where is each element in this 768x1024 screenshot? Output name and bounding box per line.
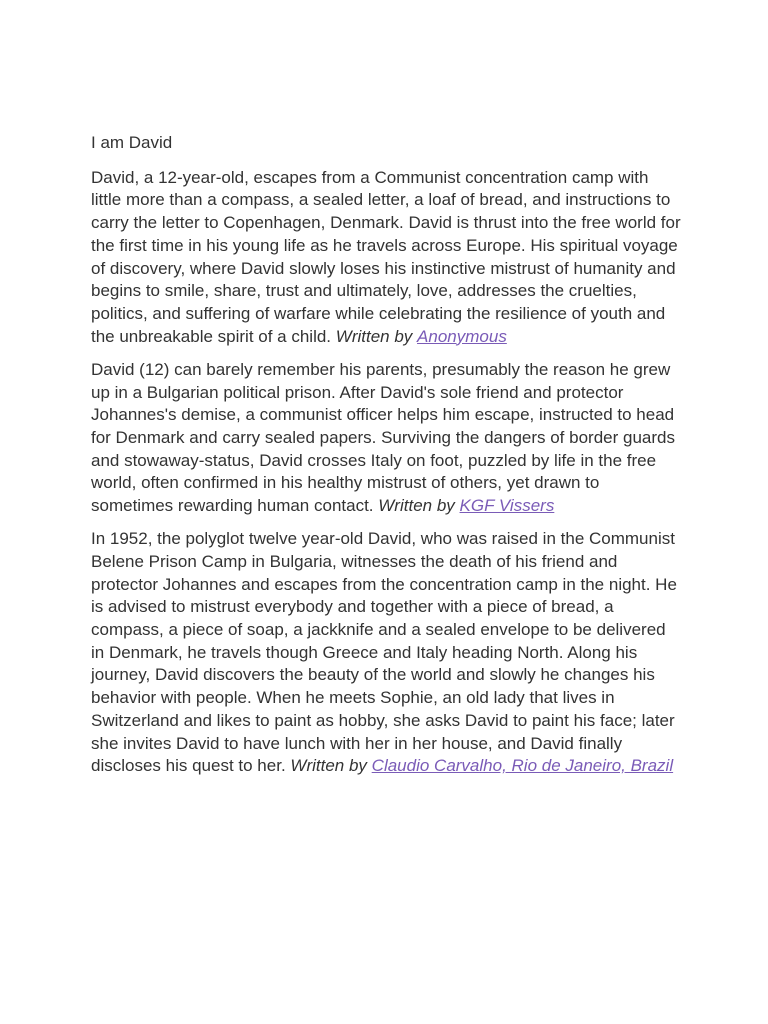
written-by-label: Written by — [290, 756, 367, 776]
author-link-kgf-vissers[interactable]: KGF Vissers — [459, 496, 555, 516]
written-by-label: Written by — [335, 326, 413, 346]
synopsis-paragraph — [91, 359, 682, 518]
synopsis-paragraph — [91, 167, 682, 349]
author-link-anonymous[interactable]: Anonymous — [417, 326, 507, 346]
synopsis-paragraph — [91, 528, 682, 778]
author-link-claudio-carvalho[interactable]: Claudio Carvalho, Rio de Janeiro, Brazil — [371, 756, 674, 776]
synopsis-text: In 1952, the polyglot twelve year-old David, who was raised in the Communist Belene Prison Camp in Bulgaria, witnesses the death of his friend and protector Johannes and escapes from the concentration camp in the night. He is advised to mistrust everybody and together with a piece of bread, a compass, a piece of soap, a jackknife and a sealed envelope to be delivered in Denmark, he travels though Greece and Italy heading North. Along his journey, David discovers the beauty of the world and slowly he changes his behavior with people. When he meets Sophie, an old lady that lives in Switzerland and likes to paint as hobby, she asks David to paint his face; later she invites David to have lunch with her in her house, and David finally discloses his quest to her. — [91, 529, 677, 776]
synopsis-text: David (12) can barely remember his parents, presumably the reason he grew up in a Bulgarian political prison. After David's sole friend and protector Johannes's demise, a communist officer helps him escape, instructed to head for Denmark and carry sealed papers. Surviving the dangers of border guards and stowaway-status, David crosses Italy on foot, puzzled by life in the free world, often confirmed in his healthy mistrust of others, yet drawn to sometimes rewarding human contact. — [91, 359, 675, 516]
document-title: I am David — [91, 133, 173, 152]
synopsis-text: David, a 12-year-old, escapes from a Communist concentration camp with little more than a compass, a sealed letter, a loaf of bread, and instructions to carry the letter to Copenhagen, Denmark. David is thrust into the free world for the first time in his young life as he travels across Europe. His spiritual voyage of discovery, where David slowly loses his instinctive mistrust of humanity and begins to smile, share, trust and ultimately, love, addresses the cruelties, politics, and suffering of warfare while celebrating the resilience of youth and the unbreakable spirit of a child. — [91, 167, 681, 346]
written-by-label: Written by — [378, 496, 455, 516]
